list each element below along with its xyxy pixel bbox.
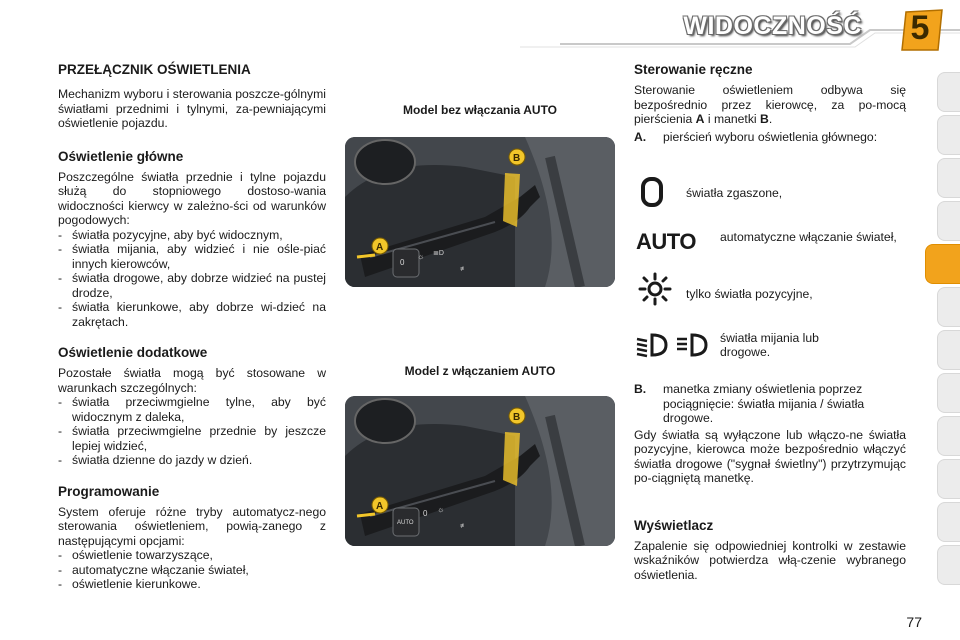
lighting-stalk-illustration (345, 137, 615, 287)
section-text-display: Zapalenie się odpowiedniej kontrolki w zestawie wskaźników potwierdza włą-czenie wybranego oświetlenia. (634, 538, 906, 582)
dipped-beam-icon (637, 335, 666, 356)
programming-list (58, 548, 326, 592)
section-text-additional-lighting: Pozostałe światła mogą być stosowane w warunkach szczególnych: (58, 366, 326, 395)
svg-text:☼: ☼ (417, 252, 425, 261)
main-lighting-list (58, 228, 326, 330)
chapter-tab-3[interactable] (937, 158, 960, 198)
item-a-key: A. (634, 129, 647, 144)
section-title-programming: Programowanie (58, 483, 160, 499)
svg-text:≢: ≢ (460, 523, 467, 530)
legend-auto-text: automatyczne włączanie świateł, (720, 230, 897, 244)
chapter-tab-5-active[interactable] (925, 244, 960, 284)
section-text-main-lighting: Poszczególne światła przednie i tylne pojazdu służą do stopniowego dostoso-wania widoczności kierwcy w zależno-ści od warunków pogodowych: (58, 169, 326, 227)
legend-beam-text: światła mijania lub drogowe. (720, 331, 819, 359)
label-b: B (513, 153, 521, 164)
photo-caption-auto: Model z włączaniem AUTO (404, 364, 556, 378)
svg-text:0: 0 (423, 509, 428, 518)
chapter-tab-2[interactable] (937, 115, 960, 155)
section-title-additional-lighting: Oświetlenie dodatkowe (58, 345, 208, 360)
main-beam-icon (677, 335, 706, 355)
item-a-text: pierścień wyboru oświetlenia głównego: (663, 129, 878, 144)
photo-switch-no-auto (345, 137, 615, 287)
ref-b: B (760, 112, 769, 126)
label-a: A (376, 501, 384, 512)
list-item: - światła przeciwmgielne przednie by jeszcze lepiej widzieć, (58, 424, 326, 453)
section-title-display: Wyświetlacz (634, 517, 714, 533)
chapter-title: WIDOCZNOŚĆ (683, 12, 862, 40)
list-item: - światła dzienne do jazdy w dzień. (58, 453, 326, 468)
chapter-tab-10[interactable] (937, 459, 960, 499)
section-text-manual (634, 83, 906, 127)
right-column-top (634, 62, 906, 144)
flash-text: Gdy światła są wyłączone lub włączo-ne światła pozycyjne, kierowca może bezpośrednio włączyć światła drogowe ("sygnał świetlny") przytrzymując po-ciągniętą manetkę. (634, 427, 906, 485)
chapter-tab-12[interactable] (937, 545, 960, 585)
section-title-main-lighting: Oświetlenie główne (58, 148, 184, 164)
right-column-bottom (634, 382, 906, 582)
svg-text:☼: ☼ (437, 505, 445, 514)
manual-text-mid: i manetki (704, 112, 761, 126)
list-item: - światła przeciwmgielne tylne, aby być widocznym z daleka, (58, 395, 326, 424)
chapter-number: 5 (910, 9, 930, 47)
item-a (634, 130, 906, 145)
svg-text:≣D: ≣D (433, 250, 444, 257)
chapter-tab-11[interactable] (937, 502, 960, 542)
item-b (634, 382, 906, 426)
main-title: PRZEŁĄCZNIK OŚWIETLENIA (58, 62, 251, 77)
legend-sidelights-text: tylko światła pozycyjne, (686, 287, 813, 301)
item-b-key: B. (634, 382, 647, 396)
chapter-tab-4[interactable] (937, 201, 960, 241)
photo-caption-no-auto: Model bez włączania AUTO (402, 103, 558, 117)
ref-a: A (695, 112, 705, 126)
manual-text: Sterowanie oświetleniem odbywa się bezpośrednio przez kierowcę, za po-mocą pierścienia (634, 83, 906, 126)
additional-lighting-list (58, 395, 326, 468)
list-item: - światła pozycyjne, aby być widocznym, (58, 228, 326, 243)
chapter-tab-8[interactable] (937, 373, 960, 413)
page-number: 77 (906, 614, 922, 630)
list-item: - oświetlenie kierunkowe. (58, 577, 326, 592)
beam-icons (634, 332, 714, 358)
list-item: - oświetlenie towarzyszące, (58, 548, 326, 563)
chapter-tab-6[interactable] (937, 287, 960, 327)
label-a: A (376, 242, 384, 253)
photo-switch-auto (345, 396, 615, 546)
list-item: - automatyczne włączanie świateł, (58, 563, 326, 578)
intro-text: Mechanizm wyboru i sterowania poszcze-gólnymi światłami przednimi i tylnymi, za-pewniającymi oświetlenie pojazdu. (58, 87, 326, 130)
lights-off-icon (641, 177, 671, 211)
left-column (58, 62, 326, 592)
svg-text:0: 0 (400, 258, 405, 267)
list-item: - światła kierunkowe, aby dobrze wi-dzieć na zakrętach. (58, 300, 326, 329)
svg-text:≢: ≢ (460, 266, 467, 273)
list-item: - światła drogowe, aby dobrze widzieć na pustej drodze, (58, 271, 326, 300)
item-b-text: manetka zmiany oświetlenia poprzez pociągnięcie: światła mijania / światła drogowe. (663, 382, 865, 425)
manual-text-end: . (768, 112, 773, 126)
chapter-tab-1[interactable] (937, 72, 960, 112)
sidelights-icon (638, 272, 672, 306)
auto-icon: AUTO (636, 229, 696, 254)
legend-off-text: światła zgaszone, (686, 186, 783, 200)
label-b: B (513, 412, 521, 423)
chapter-tab-7[interactable] (937, 330, 960, 370)
chapter-tab-9[interactable] (937, 416, 960, 456)
section-text-programming: System oferuje różne tryby automatycz-nego sterowania oświetleniem, powią-zanego z następującymi opcjami: (58, 504, 326, 548)
lighting-stalk-auto-illustration (345, 396, 615, 546)
stalk-auto-label: AUTO (397, 520, 414, 526)
list-item: - światła mijania, aby widzieć i nie ośle-piać innych kierowców, (58, 242, 326, 271)
section-title-manual: Sterowanie ręczne (634, 62, 753, 77)
